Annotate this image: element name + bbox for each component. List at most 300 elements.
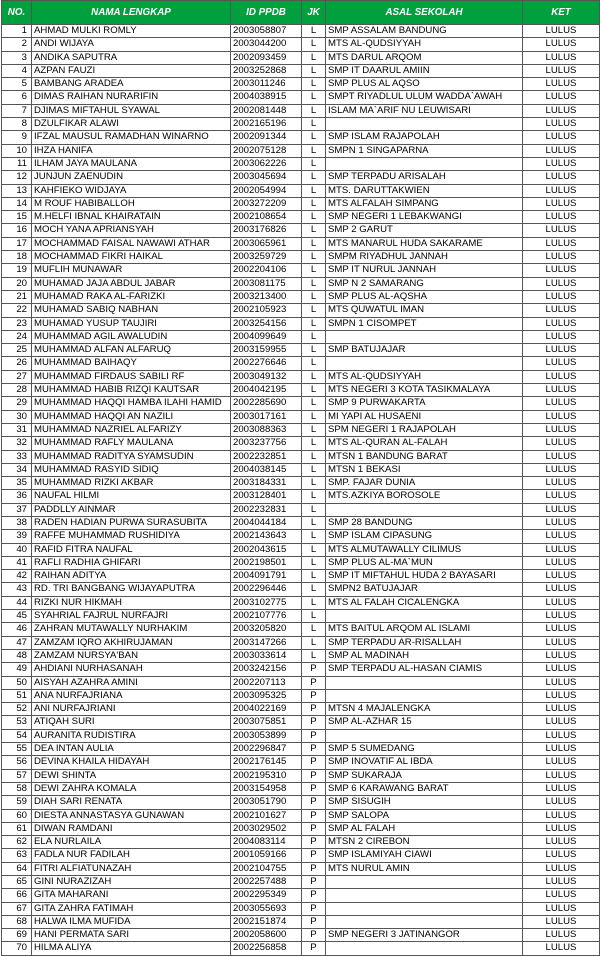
cell-ket: LULUS bbox=[523, 118, 600, 131]
cell-nama: JUNJUN ZAENUDIN bbox=[32, 171, 231, 184]
cell-jk: L bbox=[302, 623, 326, 636]
table-row bbox=[2, 463, 600, 476]
cell-id: 2003237756 bbox=[231, 437, 302, 450]
cell-ket: LULUS bbox=[523, 543, 600, 556]
cell-nama: RIZKI NUR HIKMAH bbox=[32, 596, 231, 609]
cell-nama: MUHAMAD SABIQ NABHAN bbox=[32, 304, 231, 317]
cell-ket: LULUS bbox=[523, 729, 600, 742]
cell-asal: SMP SISUGIH bbox=[326, 796, 523, 809]
cell-nama: AZPAN FAUZI bbox=[32, 64, 231, 77]
cell-id: 2004038145 bbox=[231, 463, 302, 476]
cell-ket: LULUS bbox=[523, 370, 600, 383]
cell-asal: SMP IT NURUL JANNAH bbox=[326, 264, 523, 277]
cell-ket: LULUS bbox=[523, 25, 600, 38]
cell-nama: ZAMZAM IQRO AKHIRUJAMAN bbox=[32, 636, 231, 649]
cell-no: 46 bbox=[2, 623, 32, 636]
cell-asal: SMP. FAJAR DUNIA bbox=[326, 477, 523, 490]
header-ket: KET bbox=[523, 1, 600, 25]
cell-ket: LULUS bbox=[523, 184, 600, 197]
cell-asal: SMP PLUS AL AQSO bbox=[326, 78, 523, 91]
cell-asal bbox=[326, 357, 523, 370]
cell-ket: LULUS bbox=[523, 437, 600, 450]
cell-no: 21 bbox=[2, 290, 32, 303]
cell-id: 2004022169 bbox=[231, 703, 302, 716]
cell-no: 13 bbox=[2, 184, 32, 197]
cell-nama: DIWAN RAMDANI bbox=[32, 822, 231, 835]
cell-asal bbox=[326, 889, 523, 902]
cell-nama: DIMAS RAIHAN NURARIFIN bbox=[32, 91, 231, 104]
table-row bbox=[2, 131, 600, 144]
header-asal: ASAL SEKOLAH bbox=[326, 1, 523, 25]
cell-id: 2002105923 bbox=[231, 304, 302, 317]
cell-id: 2003053899 bbox=[231, 729, 302, 742]
cell-nama: MUHAMMAD RIZKI AKBAR bbox=[32, 477, 231, 490]
table-row bbox=[2, 423, 600, 436]
table-row bbox=[2, 583, 600, 596]
cell-no: 37 bbox=[2, 503, 32, 516]
cell-id: 2003075851 bbox=[231, 716, 302, 729]
cell-jk: L bbox=[302, 224, 326, 237]
table-row bbox=[2, 157, 600, 170]
table-row bbox=[2, 144, 600, 157]
cell-no: 30 bbox=[2, 410, 32, 423]
cell-ket: LULUS bbox=[523, 530, 600, 543]
table-row bbox=[2, 849, 600, 862]
cell-nama: KAHFIEKO WIDJAYA bbox=[32, 184, 231, 197]
cell-nama: DEWI SHINTA bbox=[32, 769, 231, 782]
cell-nama: MUHAMMAD RAFLY MAULANA bbox=[32, 437, 231, 450]
table-row bbox=[2, 304, 600, 317]
table-row bbox=[2, 570, 600, 583]
cell-ket: LULUS bbox=[523, 570, 600, 583]
cell-nama: MOCHAMMAD FAISAL NAWAWI ATHAR bbox=[32, 237, 231, 250]
cell-jk: P bbox=[302, 769, 326, 782]
table-row bbox=[2, 543, 600, 556]
cell-asal: SMP 6 KARAWANG BARAT bbox=[326, 782, 523, 795]
cell-asal: SMP N 2 SAMARANG bbox=[326, 277, 523, 290]
table-row bbox=[2, 782, 600, 795]
cell-id: 2004038915 bbox=[231, 91, 302, 104]
cell-id: 2002165196 bbox=[231, 118, 302, 131]
cell-nama: DEA INTAN AULIA bbox=[32, 743, 231, 756]
cell-nama: DIAH SARI RENATA bbox=[32, 796, 231, 809]
cell-id: 2003029502 bbox=[231, 822, 302, 835]
cell-id: 2002198501 bbox=[231, 556, 302, 569]
table-row bbox=[2, 211, 600, 224]
cell-jk: P bbox=[302, 729, 326, 742]
cell-ket: LULUS bbox=[523, 822, 600, 835]
cell-id: 2001059166 bbox=[231, 849, 302, 862]
table-row bbox=[2, 729, 600, 742]
cell-no: 15 bbox=[2, 211, 32, 224]
cell-jk: L bbox=[302, 51, 326, 64]
cell-asal bbox=[326, 915, 523, 928]
cell-id: 2003081175 bbox=[231, 277, 302, 290]
table-row bbox=[2, 410, 600, 423]
cell-no: 16 bbox=[2, 224, 32, 237]
table-row bbox=[2, 769, 600, 782]
cell-nama: MUHAMAD YUSUP TAUJIRI bbox=[32, 317, 231, 330]
cell-id: 2003254156 bbox=[231, 317, 302, 330]
cell-nama: DEVINA KHAILA HIDAYAH bbox=[32, 756, 231, 769]
cell-id: 2003065961 bbox=[231, 237, 302, 250]
cell-id: 2003033614 bbox=[231, 649, 302, 662]
cell-jk: P bbox=[302, 703, 326, 716]
cell-nama: DEWI ZAHRA KOMALA bbox=[32, 782, 231, 795]
cell-nama: IHZA HANIFA bbox=[32, 144, 231, 157]
cell-asal: SMP PLUS AL-AQSHA bbox=[326, 290, 523, 303]
cell-jk: L bbox=[302, 264, 326, 277]
cell-jk: L bbox=[302, 384, 326, 397]
cell-id: 2004044184 bbox=[231, 516, 302, 529]
cell-asal: MTS ALMUTAWALLY CILIMUS bbox=[326, 543, 523, 556]
cell-no: 68 bbox=[2, 915, 32, 928]
table-row bbox=[2, 357, 600, 370]
cell-no: 40 bbox=[2, 543, 32, 556]
table-row bbox=[2, 663, 600, 676]
cell-asal: MTS.AZKIYA BOROSOLE bbox=[326, 490, 523, 503]
cell-no: 26 bbox=[2, 357, 32, 370]
cell-jk: P bbox=[302, 862, 326, 875]
cell-jk: L bbox=[302, 290, 326, 303]
cell-id: 2003128401 bbox=[231, 490, 302, 503]
cell-jk: L bbox=[302, 450, 326, 463]
cell-ket: LULUS bbox=[523, 410, 600, 423]
cell-asal: MTS DARUL ARQOM bbox=[326, 51, 523, 64]
cell-jk: L bbox=[302, 78, 326, 91]
cell-jk: P bbox=[302, 942, 326, 955]
cell-asal: SMPM RIYADHUL JANNAH bbox=[326, 251, 523, 264]
cell-id: 2003102775 bbox=[231, 596, 302, 609]
cell-no: 8 bbox=[2, 118, 32, 131]
cell-ket: LULUS bbox=[523, 649, 600, 662]
table-row bbox=[2, 25, 600, 38]
cell-nama: MUHAMMAD NAZRIEL ALFARIZY bbox=[32, 423, 231, 436]
cell-asal bbox=[326, 942, 523, 955]
cell-no: 33 bbox=[2, 450, 32, 463]
cell-nama: AISYAH AZAHRA AMINI bbox=[32, 676, 231, 689]
cell-asal: SMP TERPADU ARISALAH bbox=[326, 171, 523, 184]
table-row bbox=[2, 397, 600, 410]
cell-ket: LULUS bbox=[523, 144, 600, 157]
cell-id: 2002143643 bbox=[231, 530, 302, 543]
cell-id: 2002204106 bbox=[231, 264, 302, 277]
cell-id: 2003055693 bbox=[231, 902, 302, 915]
table-row bbox=[2, 237, 600, 250]
cell-id: 2002232851 bbox=[231, 450, 302, 463]
cell-asal: SMP TERPADU AL-HASAN CIAMIS bbox=[326, 663, 523, 676]
table-row bbox=[2, 490, 600, 503]
cell-id: 2002091344 bbox=[231, 131, 302, 144]
cell-id: 2002256858 bbox=[231, 942, 302, 955]
cell-asal: MTS BAITUL ARQOM AL ISLAMI bbox=[326, 623, 523, 636]
cell-nama: RAIHAN ADITYA bbox=[32, 570, 231, 583]
table-row bbox=[2, 876, 600, 889]
cell-no: 61 bbox=[2, 822, 32, 835]
cell-nama: GITA MAHARANI bbox=[32, 889, 231, 902]
cell-nama: IFZAL MAUSUL RAMADHAN WINARNO bbox=[32, 131, 231, 144]
cell-no: 4 bbox=[2, 64, 32, 77]
cell-nama: NAUFAL HILMI bbox=[32, 490, 231, 503]
cell-no: 23 bbox=[2, 317, 32, 330]
cell-ket: LULUS bbox=[523, 623, 600, 636]
cell-ket: LULUS bbox=[523, 317, 600, 330]
cell-no: 63 bbox=[2, 849, 32, 862]
table-row bbox=[2, 290, 600, 303]
cell-jk: L bbox=[302, 144, 326, 157]
table-row bbox=[2, 171, 600, 184]
cell-ket: LULUS bbox=[523, 596, 600, 609]
cell-nama: MUHAMAD JAJA ABDUL JABAR bbox=[32, 277, 231, 290]
cell-no: 7 bbox=[2, 104, 32, 117]
table-row bbox=[2, 596, 600, 609]
cell-ket: LULUS bbox=[523, 91, 600, 104]
cell-no: 19 bbox=[2, 264, 32, 277]
cell-nama: ANA NURFAJRIANA bbox=[32, 689, 231, 702]
cell-id: 2003176826 bbox=[231, 224, 302, 237]
cell-no: 44 bbox=[2, 596, 32, 609]
table-row bbox=[2, 915, 600, 928]
cell-no: 60 bbox=[2, 809, 32, 822]
cell-asal: MTS NURUL AMIN bbox=[326, 862, 523, 875]
cell-id: 2004083114 bbox=[231, 836, 302, 849]
cell-asal bbox=[326, 503, 523, 516]
cell-no: 11 bbox=[2, 157, 32, 170]
cell-jk: L bbox=[302, 556, 326, 569]
cell-nama: MUHAMMAD AGIL AWALUDIN bbox=[32, 330, 231, 343]
cell-no: 22 bbox=[2, 304, 32, 317]
cell-ket: LULUS bbox=[523, 610, 600, 623]
cell-asal: MTS AL-QUDSIYYAH bbox=[326, 370, 523, 383]
cell-asal: MTSN 1 BANDUNG BARAT bbox=[326, 450, 523, 463]
cell-jk: P bbox=[302, 663, 326, 676]
cell-id: 2002108654 bbox=[231, 211, 302, 224]
cell-asal: SMP ISLAM CIPASUNG bbox=[326, 530, 523, 543]
cell-asal bbox=[326, 689, 523, 702]
cell-ket: LULUS bbox=[523, 104, 600, 117]
cell-asal: MTS AL-QUDSIYYAH bbox=[326, 38, 523, 51]
cell-ket: LULUS bbox=[523, 64, 600, 77]
cell-no: 39 bbox=[2, 530, 32, 543]
cell-asal: SMPN 1 SINGAPARNA bbox=[326, 144, 523, 157]
cell-asal: SMP 5 SUMEDANG bbox=[326, 743, 523, 756]
cell-ket: LULUS bbox=[523, 38, 600, 51]
cell-jk: L bbox=[302, 397, 326, 410]
cell-id: 2003088363 bbox=[231, 423, 302, 436]
table-row bbox=[2, 317, 600, 330]
cell-no: 2 bbox=[2, 38, 32, 51]
cell-jk: L bbox=[302, 25, 326, 38]
header-id: ID PPDB bbox=[231, 1, 302, 25]
cell-nama: GITA ZAHRA FATIMAH bbox=[32, 902, 231, 915]
cell-asal: SMP TERPADU AR-RISALLAH bbox=[326, 636, 523, 649]
cell-asal: SMP BATUJAJAR bbox=[326, 344, 523, 357]
cell-no: 38 bbox=[2, 516, 32, 529]
cell-ket: LULUS bbox=[523, 304, 600, 317]
cell-id: 2003159955 bbox=[231, 344, 302, 357]
cell-id: 2002054994 bbox=[231, 184, 302, 197]
cell-jk: L bbox=[302, 304, 326, 317]
cell-asal: MTSN 4 MAJALENGKA bbox=[326, 703, 523, 716]
cell-ket: LULUS bbox=[523, 743, 600, 756]
table-row bbox=[2, 370, 600, 383]
table-row bbox=[2, 197, 600, 210]
cell-id: 2002107776 bbox=[231, 610, 302, 623]
table-row bbox=[2, 822, 600, 835]
cell-ket: LULUS bbox=[523, 490, 600, 503]
table-row bbox=[2, 344, 600, 357]
cell-no: 27 bbox=[2, 370, 32, 383]
cell-ket: LULUS bbox=[523, 902, 600, 915]
cell-ket: LULUS bbox=[523, 689, 600, 702]
cell-no: 49 bbox=[2, 663, 32, 676]
cell-no: 6 bbox=[2, 91, 32, 104]
cell-asal: SPM NEGERI 1 RAJAPOLAH bbox=[326, 423, 523, 436]
cell-asal: SMP AL FALAH bbox=[326, 822, 523, 835]
table-row bbox=[2, 384, 600, 397]
cell-id: 2004091791 bbox=[231, 570, 302, 583]
cell-ket: LULUS bbox=[523, 796, 600, 809]
cell-ket: LULUS bbox=[523, 51, 600, 64]
table-row bbox=[2, 38, 600, 51]
cell-ket: LULUS bbox=[523, 344, 600, 357]
cell-asal bbox=[326, 330, 523, 343]
cell-jk: L bbox=[302, 463, 326, 476]
table-row bbox=[2, 703, 600, 716]
cell-nama: MUHAMMAD HABIB RIZQI KAUTSAR bbox=[32, 384, 231, 397]
cell-ket: LULUS bbox=[523, 862, 600, 875]
cell-id: 2003184331 bbox=[231, 477, 302, 490]
cell-id: 2002081448 bbox=[231, 104, 302, 117]
cell-asal: SMP ISLAMIYAH CIAWI bbox=[326, 849, 523, 862]
cell-ket: LULUS bbox=[523, 703, 600, 716]
table-row bbox=[2, 516, 600, 529]
cell-no: 14 bbox=[2, 197, 32, 210]
cell-no: 12 bbox=[2, 171, 32, 184]
cell-id: 2002075128 bbox=[231, 144, 302, 157]
table-row bbox=[2, 689, 600, 702]
cell-ket: LULUS bbox=[523, 290, 600, 303]
cell-asal: SMP PLUS AL-MA`MUN bbox=[326, 556, 523, 569]
cell-jk: P bbox=[302, 836, 326, 849]
cell-jk: L bbox=[302, 477, 326, 490]
table-row bbox=[2, 530, 600, 543]
cell-id: 2002093459 bbox=[231, 51, 302, 64]
table-row bbox=[2, 118, 600, 131]
cell-ket: LULUS bbox=[523, 782, 600, 795]
cell-jk: L bbox=[302, 503, 326, 516]
cell-id: 2003051790 bbox=[231, 796, 302, 809]
cell-asal: SMP INOVATIF AL IBDA bbox=[326, 756, 523, 769]
cell-no: 18 bbox=[2, 251, 32, 264]
cell-ket: LULUS bbox=[523, 716, 600, 729]
cell-id: 2003095325 bbox=[231, 689, 302, 702]
cell-no: 56 bbox=[2, 756, 32, 769]
header-row bbox=[2, 1, 600, 25]
table-row bbox=[2, 477, 600, 490]
cell-no: 59 bbox=[2, 796, 32, 809]
table-row bbox=[2, 277, 600, 290]
table-row bbox=[2, 716, 600, 729]
cell-no: 54 bbox=[2, 729, 32, 742]
cell-asal bbox=[326, 157, 523, 170]
cell-id: 2003147266 bbox=[231, 636, 302, 649]
cell-ket: LULUS bbox=[523, 676, 600, 689]
cell-nama: ZAMZAM NURSYA'BAN bbox=[32, 649, 231, 662]
cell-nama: ZAHRAN MUTAWALLY NURHAKIM bbox=[32, 623, 231, 636]
cell-jk: L bbox=[302, 91, 326, 104]
table-row bbox=[2, 743, 600, 756]
cell-nama: DZULFIKAR ALAWI bbox=[32, 118, 231, 131]
cell-asal bbox=[326, 118, 523, 131]
cell-jk: L bbox=[302, 157, 326, 170]
cell-id: 2002276646 bbox=[231, 357, 302, 370]
cell-jk: L bbox=[302, 344, 326, 357]
cell-nama: AHDIANI NURHASANAH bbox=[32, 663, 231, 676]
cell-asal: SMP AL MADINAH bbox=[326, 649, 523, 662]
cell-no: 35 bbox=[2, 477, 32, 490]
cell-nama: HANI PERMATA SARI bbox=[32, 929, 231, 942]
cell-nama: M.HELFI IBNAL KHAIRATAIN bbox=[32, 211, 231, 224]
cell-nama: HALWA ILMA MUFIDA bbox=[32, 915, 231, 928]
cell-jk: P bbox=[302, 902, 326, 915]
cell-no: 70 bbox=[2, 942, 32, 955]
cell-id: 2004099649 bbox=[231, 330, 302, 343]
cell-asal: ISLAM MA`ARIF NU LEUWISARI bbox=[326, 104, 523, 117]
cell-no: 29 bbox=[2, 397, 32, 410]
cell-jk: L bbox=[302, 118, 326, 131]
table-row bbox=[2, 104, 600, 117]
cell-no: 24 bbox=[2, 330, 32, 343]
table-row bbox=[2, 224, 600, 237]
cell-no: 34 bbox=[2, 463, 32, 476]
cell-asal bbox=[326, 729, 523, 742]
cell-nama: RD. TRI BANGBANG WIJAYAPUTRA bbox=[32, 583, 231, 596]
cell-asal: SMP 2 GARUT bbox=[326, 224, 523, 237]
cell-ket: LULUS bbox=[523, 157, 600, 170]
table-row bbox=[2, 503, 600, 516]
table-row bbox=[2, 889, 600, 902]
cell-nama: SYAHRIAL FAJRUL NURFAJRI bbox=[32, 610, 231, 623]
cell-ket: LULUS bbox=[523, 384, 600, 397]
cell-id: 2003242156 bbox=[231, 663, 302, 676]
cell-no: 9 bbox=[2, 131, 32, 144]
cell-nama: MOCHAMMAD FIKRI HAIKAL bbox=[32, 251, 231, 264]
cell-ket: LULUS bbox=[523, 556, 600, 569]
cell-jk: P bbox=[302, 929, 326, 942]
cell-ket: LULUS bbox=[523, 171, 600, 184]
cell-jk: L bbox=[302, 490, 326, 503]
header-jk: JK bbox=[302, 1, 326, 25]
table-row bbox=[2, 184, 600, 197]
cell-ket: LULUS bbox=[523, 211, 600, 224]
cell-jk: P bbox=[302, 915, 326, 928]
cell-nama: MUHAMMAD HAQQI HAMBA ILAHI HAMID bbox=[32, 397, 231, 410]
cell-jk: L bbox=[302, 636, 326, 649]
cell-jk: L bbox=[302, 197, 326, 210]
cell-asal: SMPN 1 CISOMPET bbox=[326, 317, 523, 330]
cell-ket: LULUS bbox=[523, 583, 600, 596]
cell-nama: RAFFE MUHAMMAD RUSHIDIYA bbox=[32, 530, 231, 543]
cell-ket: LULUS bbox=[523, 277, 600, 290]
cell-id: 2003062226 bbox=[231, 157, 302, 170]
cell-jk: L bbox=[302, 330, 326, 343]
cell-nama: DJIMAS MIFTAHUL SYAWAL bbox=[32, 104, 231, 117]
cell-jk: L bbox=[302, 570, 326, 583]
cell-jk: L bbox=[302, 131, 326, 144]
table-row bbox=[2, 251, 600, 264]
cell-jk: P bbox=[302, 782, 326, 795]
